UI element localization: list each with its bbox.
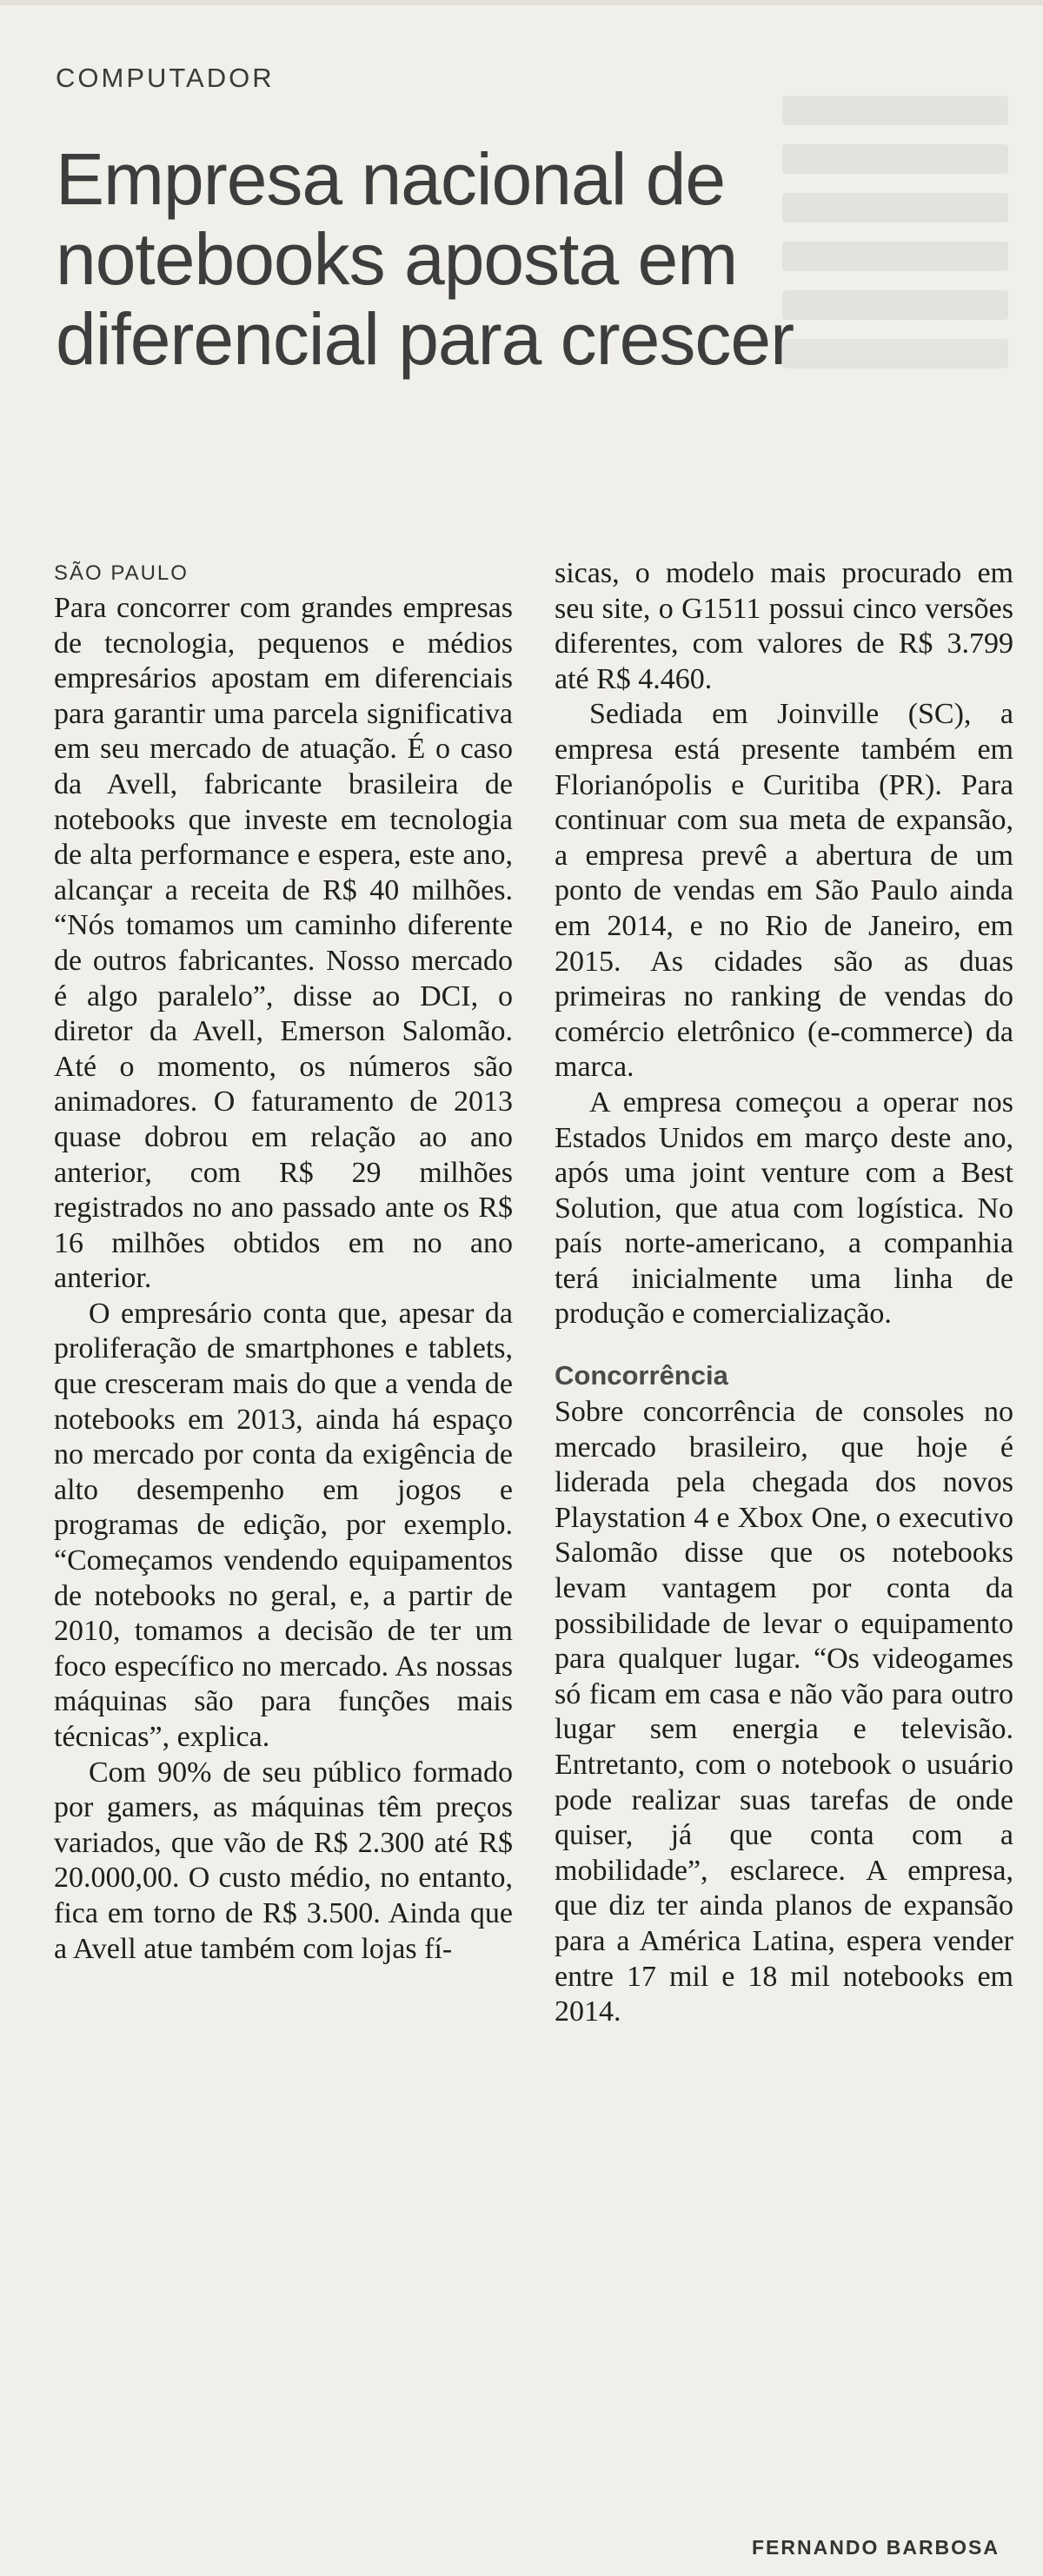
top-edge (0, 0, 1043, 5)
subheading: Concorrência (555, 1360, 728, 1391)
dateline: SÃO PAULO (54, 561, 189, 585)
paragraph: sicas, o modelo mais procurado em seu site, o G1511 possui cinco versões diferentes, com valores de R$ 3.799 até R$ 4.460. (555, 557, 1013, 695)
paragraph: Sediada em Joinville (SC), a empresa está presente também em Florianópolis e Curitiba (PR). Para continuar com sua meta de expansão, a empresa prevê a abertura de um ponto de vendas em São Paulo ainda em 2014, e no Rio de Janeiro, em 2015. As cidades são as duas primeiras no ranking de vendas do comércio eletrônico (e-commerce) da marca. (555, 698, 1013, 1084)
paragraph: Com 90% de seu público formado por gamers, as máquinas têm preços variados, que vão de R$ 2.300 até R$ 20.000,00. O custo médio, no entanto, fica em torno de R$ 3.500. Ainda que a Avell atue também com lojas fí- (54, 1756, 513, 1965)
byline: FERNANDO BARBOSA (752, 2536, 1000, 2559)
paragraph: A empresa começou a operar nos Estados Unidos em março deste ano, após uma joint venture com a Best Solution, que atua com logística. No país norte-americano, a companhia terá inicialmente uma linha de produção e comercialização. (555, 1086, 1013, 1331)
headline: Empresa nacional de notebooks aposta em diferencial para crescer (56, 138, 794, 380)
paragraph: Sobre concorrência de consoles no mercado brasileiro, que hoje é liderada pela chegada dos novos Playstation 4 e Xbox One, o executivo Salomão disse que os notebooks levam vantagem por conta da possibilidade de levar o equipamento para qualquer lugar. “Os videogames só ficam em casa e não vão para outro lugar sem energia e televisão. Entretanto, com o notebook o usuário pode realizar suas tarefas de onde quiser, já que conta com a mobilidade”, esclarece. A empresa, que diz ter ainda planos de expansão para a América Latina, espera vender entre 17 mil e 18 mil notebooks em 2014. (555, 1396, 1013, 2028)
article-column-left (54, 556, 513, 1967)
paragraph: Para concorrer com grandes empresas de tecnologia, pequenos e médios empresários apostam em diferenciais para garantir uma parcela significativa em seu mercado de atuação. É o caso da Avell, fabricante brasileira de notebooks que investe em tecnologia de alta performance e espera, este ano, alcançar a receita de R$ 40 milhões. “Nós tomamos um caminho diferente de outros fabricantes. Nosso mercado é algo paralelo”, disse ao DCI, o diretor da Avell, Emerson Salomão. Até o momento, os números são animadores. O faturamento de 2013 quase dobrou em relação ao ano anterior, com R$ 29 milhões registrados no ano passado ante os R$ 16 milhões obtidos em no ano anterior. (54, 592, 513, 1295)
paragraph: O empresário conta que, apesar da proliferação de smartphones e tablets, que cresceram mais do que a venda de notebooks em 2013, ainda há espaço no mercado por conta da exigência de alto desempenho em jogos e programas de edição, por exemplo. “Começamos vendendo equipamentos de notebooks no geral, e, a partir de 2010, tomamos a decisão de ter um foco específico no mercado. As nossas máquinas são para funções mais técnicas”, explica. (54, 1297, 513, 1753)
article-column-right (555, 556, 1013, 2030)
section-label: COMPUTADOR (56, 63, 275, 93)
